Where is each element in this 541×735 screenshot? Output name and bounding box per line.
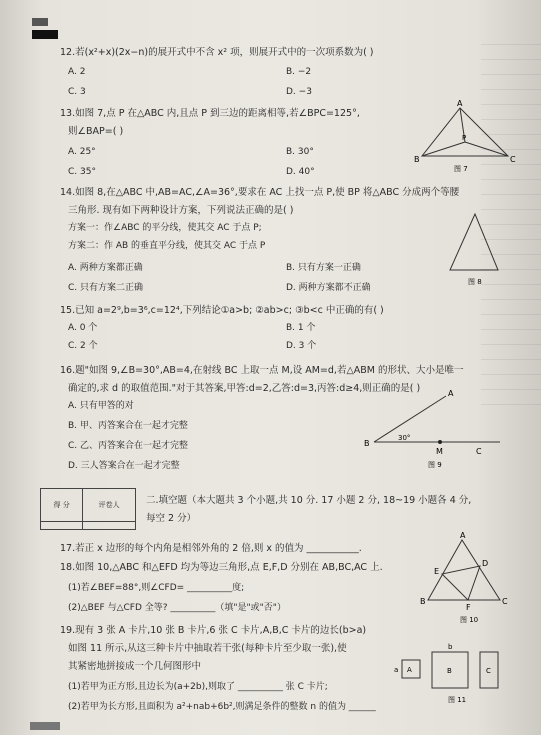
page-footer-mark	[30, 722, 60, 730]
q13-option-a: A. 25°	[68, 147, 96, 157]
q13-option-c: C. 35°	[68, 167, 96, 177]
corner-mark-black	[32, 30, 58, 39]
q16-option-c: C. 乙、丙答案合在一起才完整	[68, 441, 189, 451]
fig10-label-c: C	[502, 597, 508, 606]
fig10-label-b: B	[420, 597, 426, 606]
q13-stem-1: 13.如图 7,点 P 在△ABC 内,且点 P 到三边的距离相等,若∠BPC=125°,	[60, 108, 360, 119]
fig7-label-a: A	[457, 99, 463, 108]
fig11-label-a-card: A	[407, 666, 412, 674]
q16-option-b: B. 甲、丙答案合在一起才完整	[68, 421, 188, 431]
q19-part-1: (1)若甲为正方形,且边长为(a+2b),则取了 __________ 张 C 卡片;	[68, 682, 328, 692]
fig10-label-f: F	[466, 603, 471, 612]
q14-option-d: D. 两种方案都不正确	[286, 283, 371, 293]
fig10-label-e: E	[434, 567, 440, 576]
fig9-label-m: M	[436, 447, 443, 456]
grade-grader-header: 评卷人	[83, 489, 136, 522]
q13-stem-2: 则∠BAP=( )	[68, 126, 124, 137]
q14-plan-1: 方案一：作∠ABC 的平分线，使其交 AC 于点 P;	[68, 223, 262, 233]
figure-11	[394, 640, 524, 705]
q19-stem-3: 其紧密地拼接成一个几何图形中	[68, 661, 202, 672]
q18-part-2: (2)△BEF 与△CFD 全等? __________（填"是"或"否"）	[68, 603, 286, 613]
q12-option-d: D. −3	[286, 87, 312, 97]
q15-stem: 15.已知 a=2⁹,b=3⁶,c=12⁴,下列结论①a>b; ②ab>c; ③b<c 中正确的有( )	[60, 305, 384, 316]
fig8-caption: 图 8	[468, 278, 482, 286]
fig10-label-d: D	[482, 559, 489, 568]
fig11-label-b-card: B	[447, 667, 452, 675]
q12-option-b: B. −2	[286, 67, 312, 77]
q14-option-c: C. 只有方案二正确	[68, 283, 144, 293]
q18-part-1: (1)若∠BEF=88°,则∠CFD= __________度;	[68, 583, 245, 593]
q14-option-b: B. 只有方案一正确	[286, 263, 361, 273]
q15-option-b: B. 1 个	[286, 323, 316, 333]
fig9-caption: 图 9	[428, 461, 442, 469]
q13-option-b: B. 30°	[286, 147, 314, 157]
fig11-label-a-side: a	[394, 666, 399, 674]
q17-stem: 17.若正 x 边形的每个内角是相邻外角的 2 倍,则 x 的值为 ___________.	[60, 543, 362, 554]
fig9-label-b: B	[364, 439, 370, 448]
q14-option-a: A. 两种方案都正确	[68, 263, 143, 273]
q14-stem-2: 三角形. 现有如下两种设计方案，下列说法正确的是( )	[68, 205, 294, 216]
fig9-angle: 30°	[398, 434, 411, 442]
fig9-label-a: A	[448, 389, 454, 398]
fig11-label-c-card: C	[486, 667, 491, 675]
q15-option-a: A. 0 个	[68, 323, 98, 333]
fig10-caption: 图 10	[460, 616, 479, 624]
q15-option-d: D. 3 个	[286, 341, 317, 351]
q19-part-2: (2)若甲为长方形,且面积为 a²+nab+6b²,则满足条件的整数 n 的值为 ______	[68, 702, 376, 712]
figure-7	[410, 100, 520, 175]
figure-8	[440, 210, 510, 290]
fig11-caption: 图 11	[448, 696, 467, 704]
fig10-label-a: A	[460, 531, 466, 540]
q13-option-d: D. 40°	[286, 167, 315, 177]
q19-stem-1: 19.现有 3 张 A 卡片,10 张 B 卡片,6 张 C 卡片,A,B,C 卡片的边长(b>a)	[60, 625, 367, 636]
fig9-label-c: C	[476, 447, 482, 456]
fig11-label-b-side: b	[448, 643, 453, 651]
q14-stem-1: 14.如图 8,在△ABC 中,AB=AC,∠A=36°,要求在 AC 上找一点 P,使 BP 将△ABC 分成两个等腰	[60, 187, 460, 198]
grade-box	[40, 488, 136, 530]
figure-9	[360, 390, 510, 470]
q18-stem: 18.如图 10,△ABC 和△EFD 均为等边三角形,点 E,F,D 分别在 AB,BC,AC 上.	[60, 562, 383, 573]
q15-option-c: C. 2 个	[68, 341, 98, 351]
q16-option-a: A. 只有甲答的对	[68, 401, 134, 411]
q12-option-c: C. 3	[68, 87, 86, 97]
section-2-heading: 二.填空题（本大题共 3 个小题,共 10 分. 17 小题 2 分, 18~19 小题各 4 分,	[146, 495, 472, 506]
q12-option-a: A. 2	[68, 67, 86, 77]
fig7-label-p: P	[462, 134, 467, 142]
fig7-label-b: B	[414, 155, 420, 164]
q12-stem: 12.若(x²+x)(2x−n)的展开式中不含 x² 项，则展开式中的一次项系数为( )	[60, 47, 374, 58]
q14-plan-2: 方案二：作 AB 的垂直平分线，使其交 AC 于点 P	[68, 241, 266, 251]
corner-mark	[32, 18, 48, 26]
q19-stem-2: 如图 11 所示,从这三种卡片中抽取若干张(每种卡片至少取一张),使	[68, 643, 347, 654]
q16-option-d: D. 三人答案合在一起才完整	[68, 461, 180, 471]
figure-10	[420, 531, 510, 626]
section-2-heading-2: 每空 2 分）	[146, 513, 197, 524]
q16-stem-2: 确定的,求 d 的取值范围."对于其答案,甲答:d=2,乙答:d=3,丙答:d≥4,则正确的是( )	[68, 383, 421, 394]
q16-stem-1: 16.题"如图 9,∠B=30°,AB=4,在射线 BC 上取一点 M,设 AM=d,若△ABM 的形状、大小是唯一	[60, 365, 464, 376]
grade-score-header: 得 分	[41, 489, 83, 522]
fig7-caption: 图 7	[454, 165, 468, 173]
fig7-label-c: C	[510, 155, 516, 164]
